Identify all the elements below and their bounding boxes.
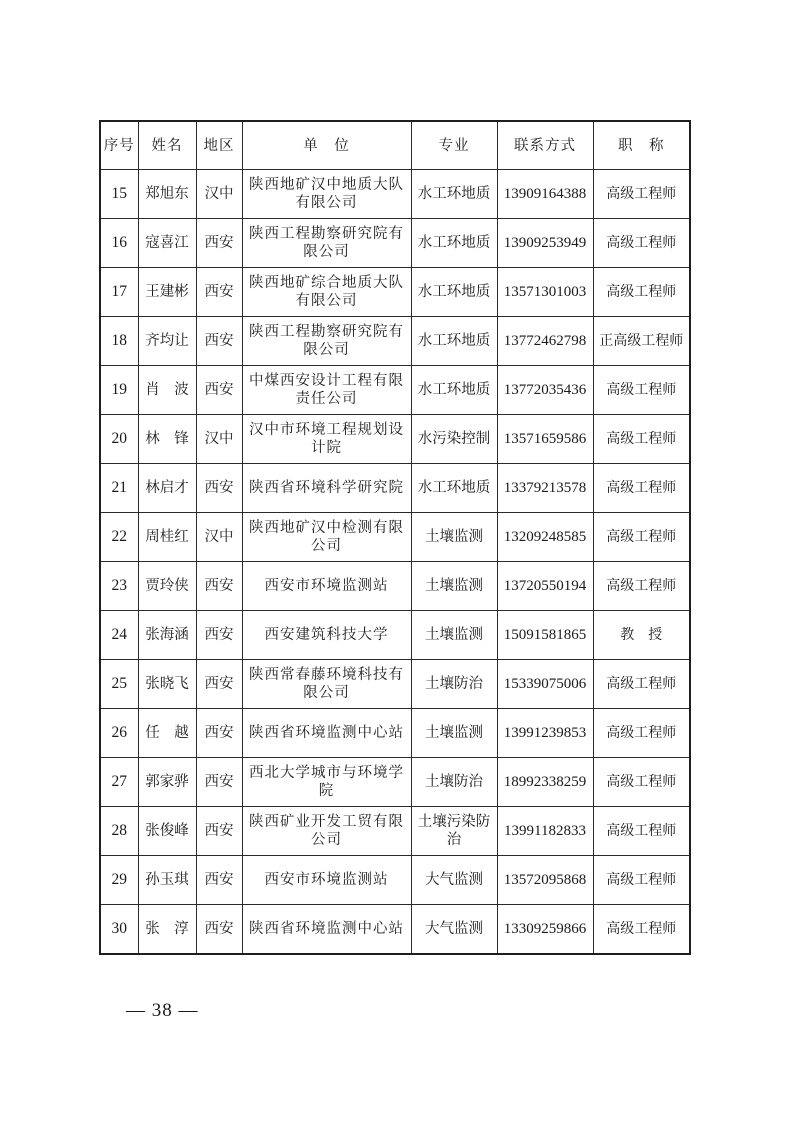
cell-unit: 陕西常春藤环境科技有限公司 bbox=[242, 660, 411, 709]
cell-no: 27 bbox=[100, 758, 138, 807]
cell-name: 林 锋 bbox=[138, 415, 196, 464]
cell-unit: 中煤西安设计工程有限责任公司 bbox=[242, 366, 411, 415]
table-row bbox=[100, 464, 690, 513]
cell-major: 水工环地质 bbox=[411, 268, 497, 317]
header-contact: 联系方式 bbox=[497, 121, 593, 170]
cell-unit: 西安市环境监测站 bbox=[242, 856, 411, 905]
cell-region: 西安 bbox=[196, 366, 242, 415]
cell-phone: 13572095868 bbox=[497, 856, 593, 905]
cell-no: 15 bbox=[100, 170, 138, 219]
cell-region: 西安 bbox=[196, 758, 242, 807]
cell-unit: 陕西省环境科学研究院 bbox=[242, 464, 411, 513]
cell-major: 土壤防治 bbox=[411, 758, 497, 807]
cell-name: 贾玲侠 bbox=[138, 562, 196, 611]
cell-no: 22 bbox=[100, 513, 138, 562]
cell-region: 西安 bbox=[196, 317, 242, 366]
table-row bbox=[100, 513, 690, 562]
cell-name: 张俊峰 bbox=[138, 807, 196, 856]
table-row bbox=[100, 415, 690, 464]
cell-title: 高级工程师 bbox=[593, 366, 690, 415]
cell-phone: 13991239853 bbox=[497, 709, 593, 758]
cell-major: 水工环地质 bbox=[411, 366, 497, 415]
cell-name: 周桂红 bbox=[138, 513, 196, 562]
cell-region: 西安 bbox=[196, 464, 242, 513]
cell-no: 24 bbox=[100, 611, 138, 660]
cell-no: 18 bbox=[100, 317, 138, 366]
cell-phone: 13991182833 bbox=[497, 807, 593, 856]
cell-phone: 18992338259 bbox=[497, 758, 593, 807]
cell-region: 西安 bbox=[196, 219, 242, 268]
cell-no: 16 bbox=[100, 219, 138, 268]
header-name: 姓名 bbox=[138, 121, 196, 170]
cell-name: 肖 波 bbox=[138, 366, 196, 415]
cell-major: 土壤监测 bbox=[411, 513, 497, 562]
cell-title: 高级工程师 bbox=[593, 905, 690, 955]
cell-unit: 西安建筑科技大学 bbox=[242, 611, 411, 660]
table-row bbox=[100, 317, 690, 366]
cell-unit: 陕西地矿综合地质大队有限公司 bbox=[242, 268, 411, 317]
cell-name: 林启才 bbox=[138, 464, 196, 513]
cell-title: 高级工程师 bbox=[593, 268, 690, 317]
header-title: 职 称 bbox=[593, 121, 690, 170]
cell-phone: 13772462798 bbox=[497, 317, 593, 366]
cell-major: 土壤监测 bbox=[411, 709, 497, 758]
cell-name: 张 淳 bbox=[138, 905, 196, 955]
table-row bbox=[100, 856, 690, 905]
header-region: 地区 bbox=[196, 121, 242, 170]
cell-phone: 13571301003 bbox=[497, 268, 593, 317]
cell-name: 王建彬 bbox=[138, 268, 196, 317]
cell-unit: 陕西矿业开发工贸有限公司 bbox=[242, 807, 411, 856]
cell-title: 高级工程师 bbox=[593, 219, 690, 268]
table-row bbox=[100, 611, 690, 660]
cell-region: 西安 bbox=[196, 562, 242, 611]
cell-major: 水工环地质 bbox=[411, 464, 497, 513]
table-row bbox=[100, 807, 690, 856]
cell-unit: 汉中市环境工程规划设计院 bbox=[242, 415, 411, 464]
cell-unit: 陕西地矿汉中地质大队有限公司 bbox=[242, 170, 411, 219]
cell-major: 土壤防治 bbox=[411, 660, 497, 709]
cell-major: 土壤污染防治 bbox=[411, 807, 497, 856]
cell-title: 高级工程师 bbox=[593, 856, 690, 905]
cell-no: 19 bbox=[100, 366, 138, 415]
cell-unit: 陕西省环境监测中心站 bbox=[242, 905, 411, 955]
cell-title: 高级工程师 bbox=[593, 170, 690, 219]
cell-region: 西安 bbox=[196, 709, 242, 758]
cell-no: 30 bbox=[100, 905, 138, 955]
cell-major: 土壤监测 bbox=[411, 611, 497, 660]
cell-phone: 13379213578 bbox=[497, 464, 593, 513]
page-number: — 38 — bbox=[126, 1000, 199, 1021]
cell-title: 高级工程师 bbox=[593, 709, 690, 758]
expert-table-container bbox=[99, 120, 689, 955]
cell-major: 水工环地质 bbox=[411, 317, 497, 366]
cell-name: 寇喜江 bbox=[138, 219, 196, 268]
cell-title: 教 授 bbox=[593, 611, 690, 660]
cell-region: 汉中 bbox=[196, 415, 242, 464]
cell-region: 西安 bbox=[196, 660, 242, 709]
header-unit: 单 位 bbox=[242, 121, 411, 170]
cell-major: 大气监测 bbox=[411, 856, 497, 905]
cell-title: 高级工程师 bbox=[593, 660, 690, 709]
table-row bbox=[100, 709, 690, 758]
cell-title: 正高级工程师 bbox=[593, 317, 690, 366]
cell-title: 高级工程师 bbox=[593, 513, 690, 562]
cell-phone: 13309259866 bbox=[497, 905, 593, 955]
cell-phone: 13209248585 bbox=[497, 513, 593, 562]
cell-no: 28 bbox=[100, 807, 138, 856]
table-header-row bbox=[100, 121, 690, 170]
cell-name: 郑旭东 bbox=[138, 170, 196, 219]
cell-region: 西安 bbox=[196, 905, 242, 955]
cell-unit: 陕西工程勘察研究院有限公司 bbox=[242, 317, 411, 366]
cell-unit: 陕西工程勘察研究院有限公司 bbox=[242, 219, 411, 268]
cell-unit: 西北大学城市与环境学院 bbox=[242, 758, 411, 807]
cell-region: 西安 bbox=[196, 807, 242, 856]
cell-name: 孙玉琪 bbox=[138, 856, 196, 905]
cell-region: 西安 bbox=[196, 856, 242, 905]
cell-unit: 西安市环境监测站 bbox=[242, 562, 411, 611]
table-row bbox=[100, 219, 690, 268]
cell-name: 任 越 bbox=[138, 709, 196, 758]
cell-region: 汉中 bbox=[196, 170, 242, 219]
cell-no: 23 bbox=[100, 562, 138, 611]
cell-region: 西安 bbox=[196, 268, 242, 317]
cell-major: 水工环地质 bbox=[411, 219, 497, 268]
cell-title: 高级工程师 bbox=[593, 758, 690, 807]
cell-name: 齐均让 bbox=[138, 317, 196, 366]
cell-phone: 13909164388 bbox=[497, 170, 593, 219]
cell-region: 汉中 bbox=[196, 513, 242, 562]
table-row bbox=[100, 268, 690, 317]
cell-title: 高级工程师 bbox=[593, 415, 690, 464]
cell-unit: 陕西省环境监测中心站 bbox=[242, 709, 411, 758]
cell-major: 水工环地质 bbox=[411, 170, 497, 219]
cell-region: 西安 bbox=[196, 611, 242, 660]
cell-phone: 13772035436 bbox=[497, 366, 593, 415]
cell-no: 20 bbox=[100, 415, 138, 464]
table-row bbox=[100, 170, 690, 219]
cell-no: 25 bbox=[100, 660, 138, 709]
cell-phone: 15091581865 bbox=[497, 611, 593, 660]
cell-major: 大气监测 bbox=[411, 905, 497, 955]
table-row bbox=[100, 562, 690, 611]
cell-phone: 13909253949 bbox=[497, 219, 593, 268]
cell-no: 21 bbox=[100, 464, 138, 513]
cell-no: 26 bbox=[100, 709, 138, 758]
table-row bbox=[100, 758, 690, 807]
cell-phone: 15339075006 bbox=[497, 660, 593, 709]
cell-major: 水污染控制 bbox=[411, 415, 497, 464]
cell-no: 17 bbox=[100, 268, 138, 317]
cell-name: 郭家骅 bbox=[138, 758, 196, 807]
table-row bbox=[100, 366, 690, 415]
header-major: 专业 bbox=[411, 121, 497, 170]
expert-table bbox=[99, 120, 691, 955]
table-row bbox=[100, 905, 690, 955]
cell-name: 张海涵 bbox=[138, 611, 196, 660]
cell-title: 高级工程师 bbox=[593, 562, 690, 611]
table-row bbox=[100, 660, 690, 709]
header-no: 序号 bbox=[100, 121, 138, 170]
cell-title: 高级工程师 bbox=[593, 464, 690, 513]
cell-unit: 陕西地矿汉中检测有限公司 bbox=[242, 513, 411, 562]
cell-phone: 13571659586 bbox=[497, 415, 593, 464]
cell-title: 高级工程师 bbox=[593, 807, 690, 856]
cell-no: 29 bbox=[100, 856, 138, 905]
cell-phone: 13720550194 bbox=[497, 562, 593, 611]
cell-name: 张晓飞 bbox=[138, 660, 196, 709]
cell-major: 土壤监测 bbox=[411, 562, 497, 611]
